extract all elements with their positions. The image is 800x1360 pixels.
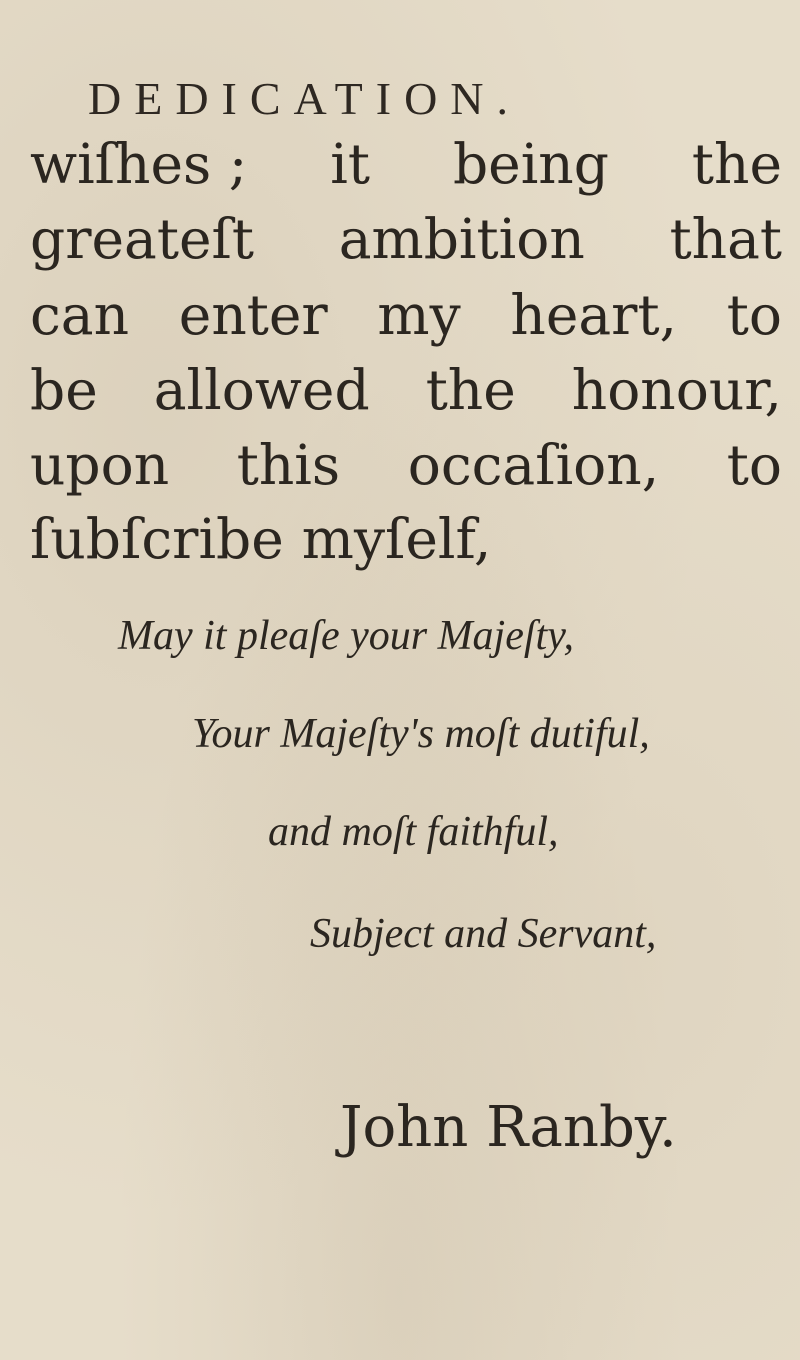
closing-salutation: May it pleaſe your Majeſty, — [118, 613, 575, 659]
word: honour, — [571, 358, 782, 422]
closing-line-subject: Subject and Servant, — [310, 911, 657, 957]
word: myſelf, — [301, 507, 492, 571]
word: ſubſcribe — [30, 507, 284, 571]
word: that — [669, 207, 782, 271]
word: can — [30, 283, 130, 347]
signature-name: John Ranby. — [340, 1095, 677, 1160]
word: heart, — [510, 283, 678, 347]
word: upon — [30, 433, 170, 497]
body-line-4 — [30, 358, 782, 422]
body-line-2 — [30, 207, 782, 271]
body-line-3 — [30, 283, 782, 347]
word: being — [452, 132, 609, 196]
word: wiſhes ; — [30, 132, 248, 196]
word: to — [726, 433, 782, 497]
body-line-1 — [30, 132, 782, 196]
word: occaſion, — [407, 433, 660, 497]
word: greateſt — [30, 207, 254, 271]
word: the — [425, 358, 516, 422]
word: be — [30, 358, 98, 422]
word: to — [726, 283, 782, 347]
word: it — [330, 132, 370, 196]
word: enter — [178, 283, 328, 347]
word: this — [236, 433, 341, 497]
body-line-5 — [30, 433, 782, 497]
closing-line-dutiful: Your Majeſty's moſt dutiful, — [192, 711, 650, 757]
word: ambition — [338, 207, 585, 271]
page-heading: DEDICATION. — [88, 73, 522, 124]
word: the — [691, 132, 782, 196]
word: my — [377, 283, 461, 347]
body-line-6 — [30, 507, 782, 571]
closing-line-faithful: and moſt faithful, — [268, 809, 559, 855]
word: allowed — [153, 358, 370, 422]
